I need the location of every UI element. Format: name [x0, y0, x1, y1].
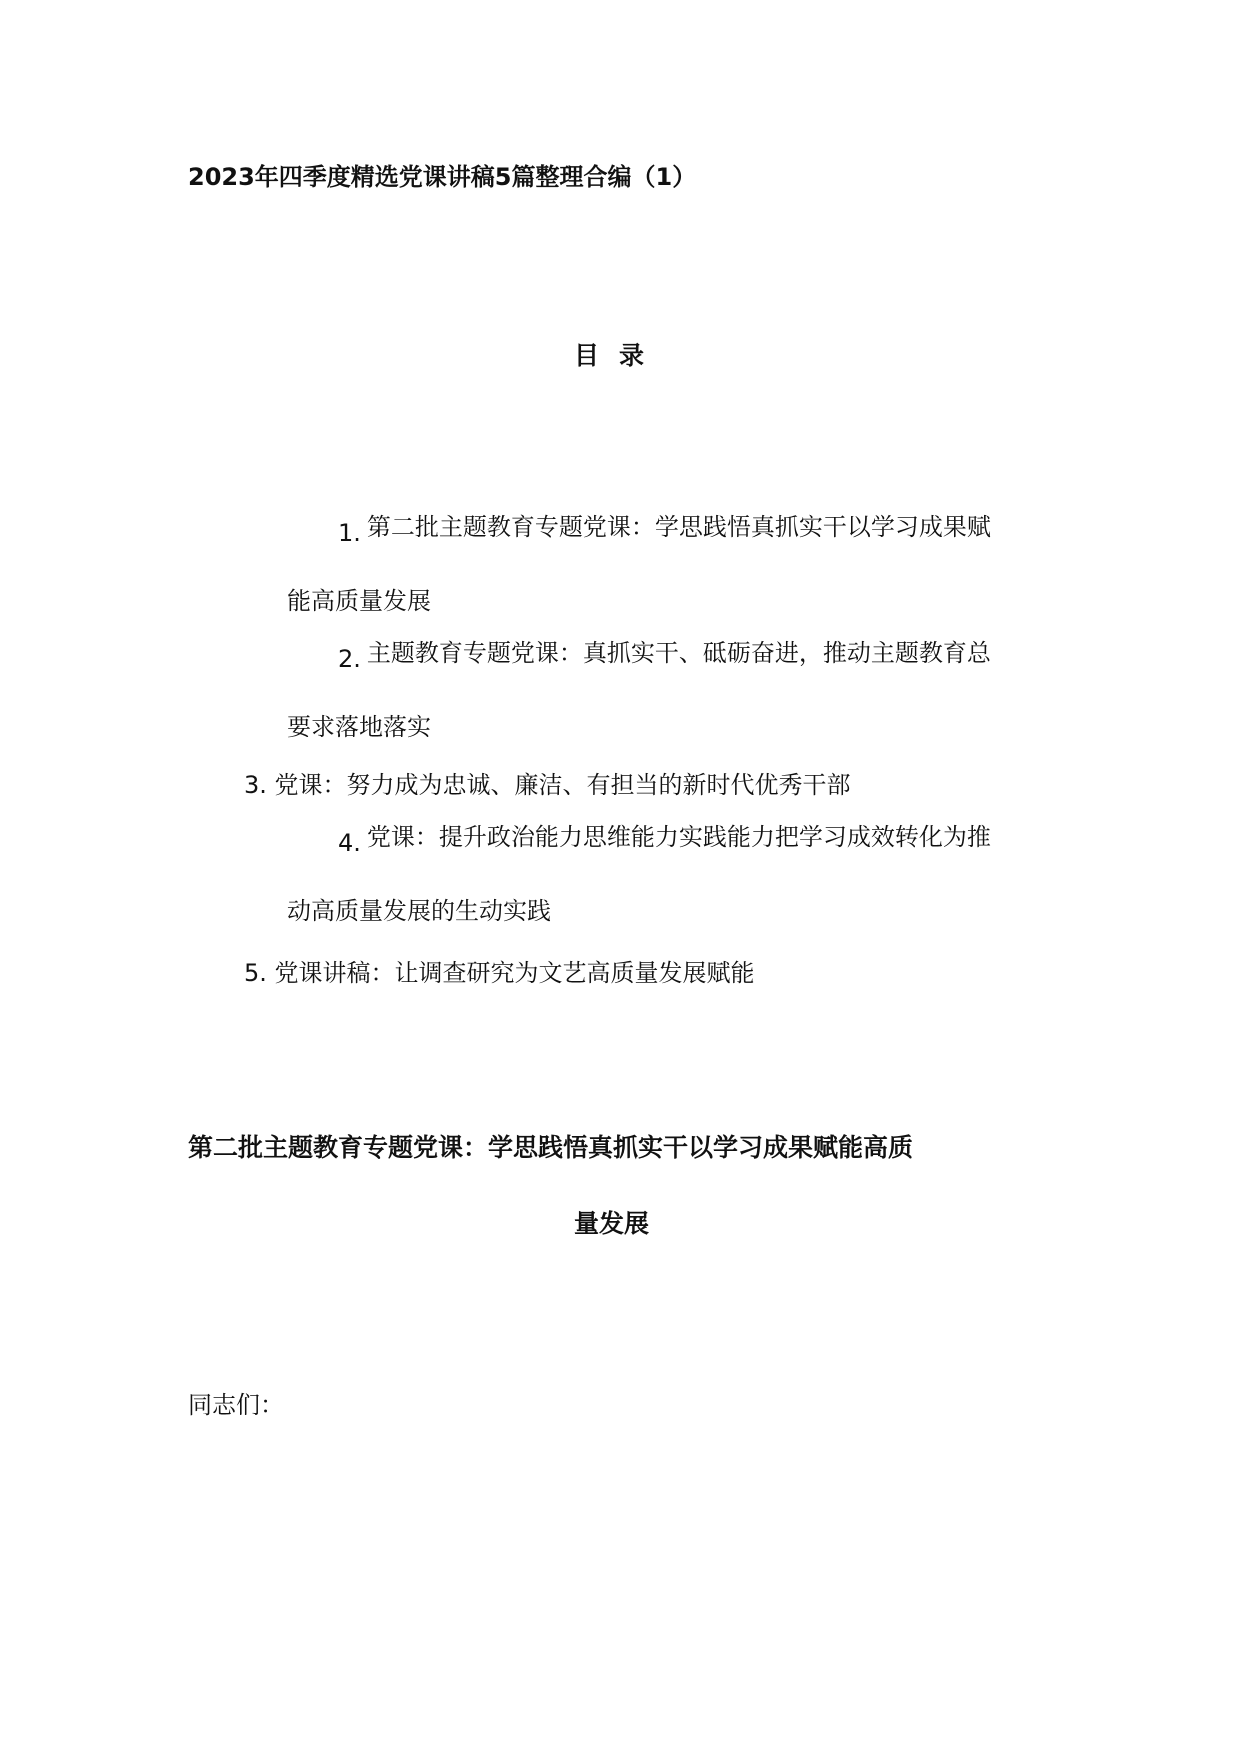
toc-item-5: [244, 956, 755, 990]
toc-item-number: 5.: [244, 959, 267, 987]
toc-item-2: [338, 636, 991, 673]
toc-item-4: [338, 820, 991, 857]
toc-item-1-continued: 能高质量发展: [287, 587, 431, 615]
toc-item-4-continued: 动高质量发展的生动实践: [287, 897, 551, 925]
toc-item-1: [338, 510, 991, 547]
toc-item-text: 党课：提升政治能力思维能力实践能力把学习成效转化为推: [366, 823, 991, 851]
toc-item-text: 党课：努力成为忠诚、廉洁、有担当的新时代优秀干部: [274, 771, 851, 799]
toc-item-text: 党课讲稿：让调查研究为文艺高质量发展赋能: [274, 959, 755, 987]
toc-item-number: 3.: [244, 771, 267, 799]
toc-heading: 目录: [574, 341, 665, 370]
document-title: 2023年四季度精选党课讲稿5篇整理合编（1）: [188, 163, 697, 191]
toc-item-3: [244, 768, 851, 802]
salutation: 同志们：: [188, 1391, 284, 1419]
toc-item-number: 1.: [338, 519, 361, 547]
toc-item-number: 4.: [338, 829, 361, 857]
section-title-line-1: 第二批主题教育专题党课：学思践悟真抓实干以学习成果赋能高质: [188, 1133, 914, 1162]
section-title-line-2: 量发展: [574, 1209, 650, 1238]
toc-item-text: 第二批主题教育专题党课：学思践悟真抓实干以学习成果赋: [366, 513, 991, 541]
toc-item-2-continued: 要求落地落实: [287, 713, 431, 741]
toc-item-text: 主题教育专题党课：真抓实干、砥砺奋进，推动主题教育总: [366, 639, 991, 667]
toc-item-number: 2.: [338, 645, 361, 673]
